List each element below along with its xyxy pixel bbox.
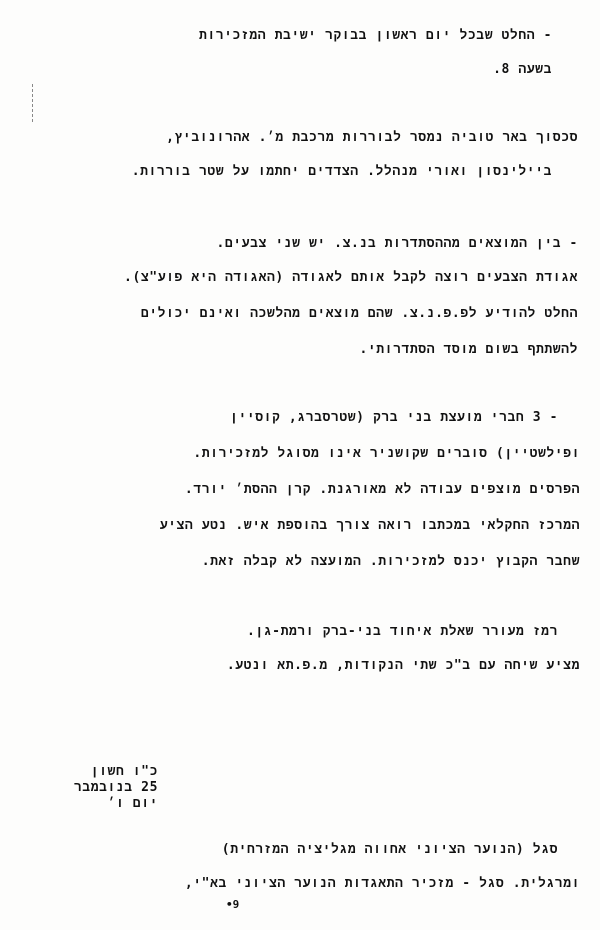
text-line: להשתתף בשום מוסד הסתדרותי. [359,342,578,357]
date-line: 25 בנובמבר [73,780,158,795]
text-line: מציע שיחה עם ב"כ שתי הנקודות, מ.פ.תא ונטע. [226,658,580,673]
text-line: סכסוך באר טוביה נמסר לבוררות מרכבת מ׳. אהרונוביץ, [166,130,578,145]
text-line: בשעה 8. [493,62,552,77]
text-line: ומרגלית. סגל - מזכיר התאגדות הנוער הציוני בא"י, [184,876,580,891]
text-line: רמז מעורר שאלת איחוד בני-ברק ורמת-גן. [246,624,558,639]
text-line: שחבר הקבוץ יכנס למזכירות. המועצה לא קבלה זאת. [201,554,580,569]
text-line: - בין המוצאים מההסתדרות בנ.צ. יש שני צבעים. [216,236,578,251]
margin-mark [32,84,34,122]
text-line: ביילינסון ואורי מנהלל. הצדדים יחתמו על שטר בוררות. [131,164,552,179]
text-line: הפרסים מוצפים עבודה לא מאורגנת. קרן ההסת׳ יורד. [184,482,580,497]
text-line: ופילשטיין) סוברים שקושניר אינו מסוגל למזכירות. [193,446,580,461]
text-line: החלט להודיע לפ.פ.נ.צ. שהם מוצאים מהלשכה ואינם יכולים [140,306,578,321]
page-mark: •9 [226,898,240,911]
text-line: אגודת הצבעים רוצה לקבל אותם לאגודה (האגודה היא פוע"צ). [124,270,578,285]
text-line: סגל (הנוער הציוני אחווה מגליציה המזרחית) [221,842,558,857]
date-line: כ"ו חשון [90,764,158,779]
text-line: המרכז החקלאי במכתבו רואה צורך בהוספת איש. נטע הציע [159,518,580,533]
text-line: - 3 חברי מועצת בני ברק (שטרסברג, קוסיין [230,410,558,425]
date-line: יום ו׳ [107,796,158,811]
text-line: - החלט שבכל יום ראשון בבוקר ישיבת המזכירות [198,28,552,43]
